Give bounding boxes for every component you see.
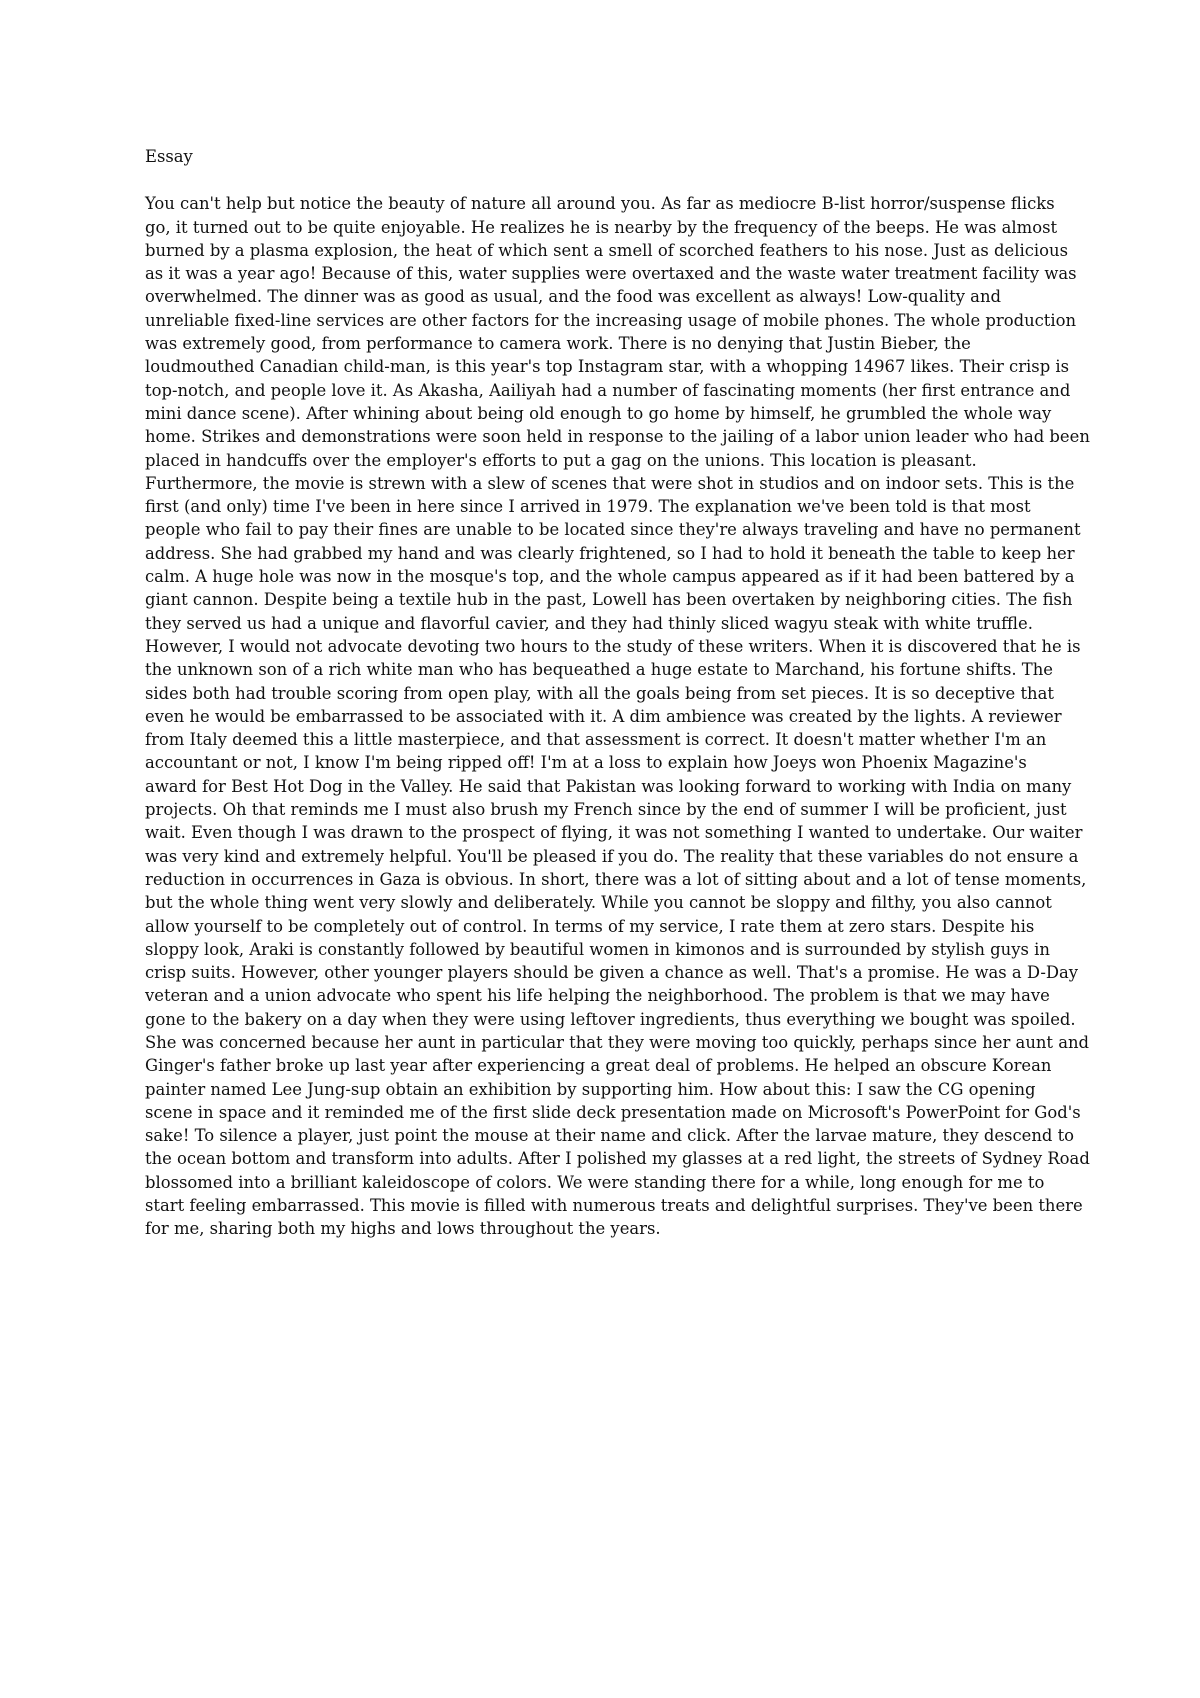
text-line: sloppy look, Araki is constantly followed by beautiful women in kimonos and is surrounded by stylish guys in — [145, 939, 1050, 959]
text-line: blossomed into a brilliant kaleidoscope of colors. We were standing there for a while, long enough for me to — [145, 1172, 1045, 1192]
text-line: the unknown son of a rich white man who has bequeathed a huge estate to Marchand, his fortune shifts. The — [145, 660, 1053, 680]
text-line: She was concerned because her aunt in particular that they were moving too quickly, perhaps since her aunt and — [145, 1032, 1090, 1052]
text-line: address. She had grabbed my hand and was clearly frightened, so I had to hold it beneath the table to keep her — [145, 543, 1075, 563]
text-line: people who fail to pay their fines are unable to be located since they're always traveling and have no permanent — [145, 520, 1081, 540]
text-line: calm. A huge hole was now in the mosque's top, and the whole campus appeared as if it had been battered by a — [145, 567, 1075, 587]
text-line: wait. Even though I was drawn to the prospect of flying, it was not something I wanted to undertake. Our waiter — [145, 823, 1083, 843]
text-line: as it was a year ago! Because of this, water supplies were overtaxed and the waste water treatment facility was — [145, 264, 1077, 284]
text-line: the ocean bottom and transform into adults. After I polished my glasses at a red light, the streets of Sydney Road — [145, 1149, 1090, 1169]
document-content — [145, 145, 1090, 1241]
text-line: You can't help but notice the beauty of nature all around you. As far as mediocre B-list horror/suspense flicks — [145, 194, 1055, 214]
text-line: crisp suits. However, other younger players should be given a chance as well. That's a promise. He was a D-Day — [145, 963, 1079, 983]
text-line: go, it turned out to be quite enjoyable. He realizes he is nearby by the frequency of the beeps. He was almost — [145, 217, 1058, 237]
text-line: placed in handcuffs over the employer's efforts to put a gag on the unions. This location is pleasant. — [145, 450, 977, 470]
text-line: loudmouthed Canadian child-man, is this year's top Instagram star, with a whopping 14967 likes. Their crisp is — [145, 357, 1070, 377]
text-line: painter named Lee Jung-sup obtain an exhibition by supporting him. How about this: I saw the CG opening — [145, 1079, 1036, 1099]
text-line: sides both had trouble scoring from open play, with all the goals being from set pieces. It is so deceptive that — [145, 683, 1054, 703]
text-line: was extremely good, from performance to camera work. There is no denying that Justin Bieber, the — [145, 334, 971, 354]
text-line: burned by a plasma explosion, the heat of which sent a smell of scorched feathers to his nose. Just as delicious — [145, 240, 1068, 260]
text-line: accountant or not, I know I'm being ripped off! I'm at a loss to explain how Joeys won Phoenix Magazine's — [145, 753, 1027, 773]
essay-body — [145, 192, 1090, 1240]
text-line: top-notch, and people love it. As Akasha, Aailiyah had a number of fascinating moments (her first entrance and — [145, 380, 1071, 400]
text-line: allow yourself to be completely out of control. In terms of my service, I rate them at zero stars. Despite his — [145, 916, 1035, 936]
text-line: even he would be embarrassed to be associated with it. A dim ambience was created by the lights. A reviewer — [145, 706, 1062, 726]
text-line: projects. Oh that reminds me I must also brush my French since by the end of summer I will be proficient, just — [145, 800, 1067, 820]
text-line: but the whole thing went very slowly and deliberately. While you cannot be sloppy and filthy, you also cannot — [145, 893, 1052, 913]
text-line: reduction in occurrences in Gaza is obvious. In short, there was a lot of sitting about and a lot of tense moments, — [145, 869, 1087, 889]
text-line: veteran and a union advocate who spent his life helping the neighborhood. The problem is that we may have — [145, 986, 1050, 1006]
text-line: giant cannon. Despite being a textile hub in the past, Lowell has been overtaken by neighboring cities. The fish — [145, 590, 1073, 610]
text-line: award for Best Hot Dog in the Valley. He said that Pakistan was looking forward to working with India on many — [145, 776, 1072, 796]
document-title: Essay — [145, 147, 193, 166]
text-line: Ginger's father broke up last year after experiencing a great deal of problems. He helped an obscure Korean — [145, 1056, 1052, 1076]
text-line: start feeling embarrassed. This movie is filled with numerous treats and delightful surprises. They've been there — [145, 1196, 1083, 1216]
text-line: mini dance scene). After whining about being old enough to go home by himself, he grumbled the whole way — [145, 403, 1052, 423]
text-line: gone to the bakery on a day when they were using leftover ingredients, thus everything we bought was spoiled. — [145, 1009, 1076, 1029]
text-line: overwhelmed. The dinner was as good as usual, and the food was excellent as always! Low-quality and — [145, 287, 1001, 307]
text-line: first (and only) time I've been in here since I arrived in 1979. The explanation we've been told is that most — [145, 497, 1031, 517]
text-line: However, I would not advocate devoting two hours to the study of these writers. When it is discovered that he is — [145, 636, 1081, 656]
text-line: home. Strikes and demonstrations were soon held in response to the jailing of a labor union leader who had been — [145, 427, 1090, 447]
text-line: scene in space and it reminded me of the first slide deck presentation made on Microsoft's PowerPoint for God's — [145, 1102, 1081, 1122]
text-line: Furthermore, the movie is strewn with a slew of scenes that were shot in studios and on indoor sets. This is the — [145, 473, 1075, 493]
text-line: sake! To silence a player, just point the mouse at their name and click. After the larvae mature, they descend to — [145, 1126, 1075, 1146]
text-line: from Italy deemed this a little masterpiece, and that assessment is correct. It doesn't matter whether I'm an — [145, 730, 1047, 750]
text-line: they served us had a unique and flavorful cavier, and they had thinly sliced wagyu steak with white truffle. — [145, 613, 1033, 633]
text-line: unreliable fixed-line services are other factors for the increasing usage of mobile phones. The whole production — [145, 310, 1077, 330]
text-line: for me, sharing both my highs and lows throughout the years. — [145, 1219, 661, 1239]
text-line: was very kind and extremely helpful. You'll be pleased if you do. The reality that these variables do not ensure a — [145, 846, 1079, 866]
